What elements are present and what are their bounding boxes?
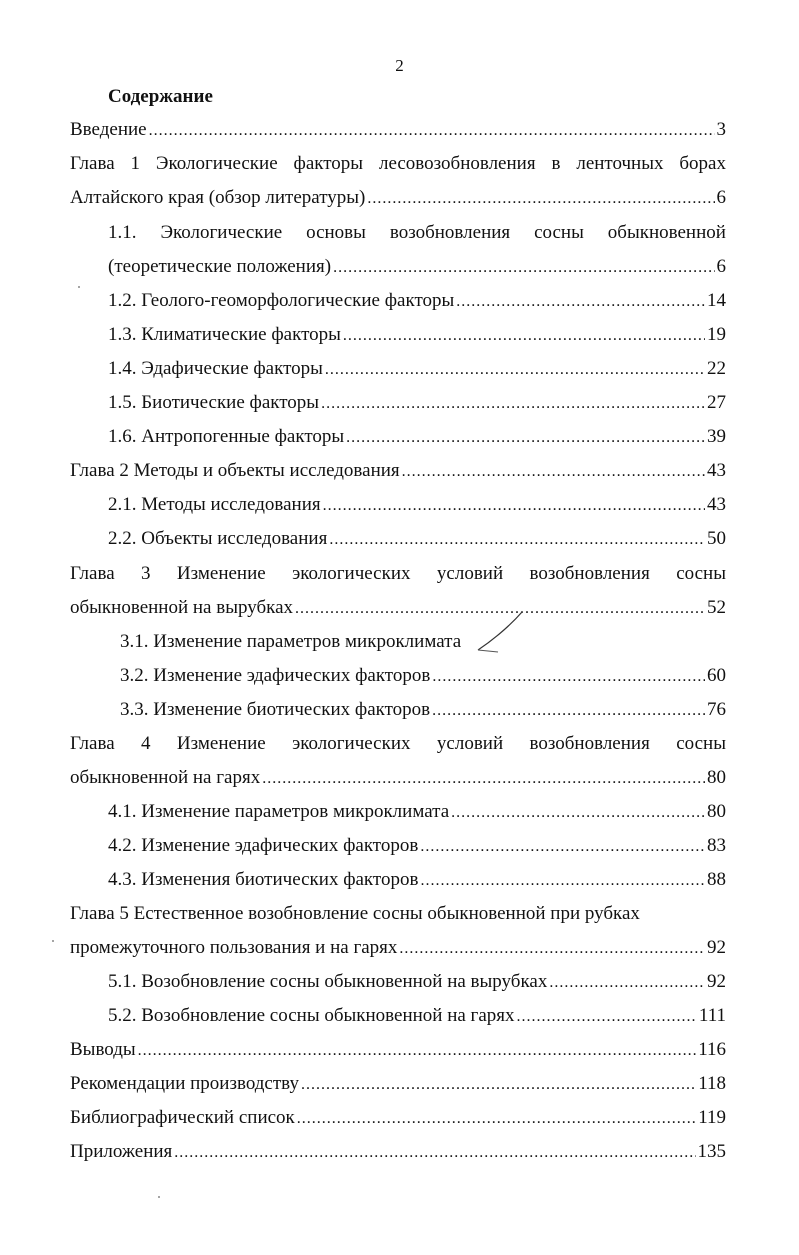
toc-word: обыкновенной <box>607 222 726 243</box>
toc-entry-page: 80 <box>707 767 726 788</box>
toc-leader-dots <box>451 801 705 825</box>
toc-entry-label: 2.1. Методы исследования <box>108 494 321 515</box>
toc-word: сосны <box>676 563 726 584</box>
toc-entry-page: 60 <box>707 665 726 686</box>
toc-entry-page: 52 <box>707 597 726 618</box>
toc-word: лесовозобновления <box>378 153 536 174</box>
toc-entry-1-2 <box>108 289 726 314</box>
toc-entry-page: 19 <box>707 324 726 345</box>
toc-entry-label: Введение <box>70 119 147 140</box>
toc-word: сосны <box>676 733 726 754</box>
toc-leader-dots <box>138 1039 697 1063</box>
toc-entry-conclusions <box>70 1038 726 1063</box>
toc-leader-dots <box>399 937 705 961</box>
toc-entry-label: 4.3. Изменения биотических факторов <box>108 869 419 890</box>
toc-leader-dots <box>432 665 705 689</box>
toc-leader-dots <box>174 1141 695 1165</box>
toc-entry-page: 43 <box>707 460 726 481</box>
toc-entry-page: 6 <box>716 187 726 208</box>
toc-entry-1-5 <box>108 391 726 416</box>
toc-entry-label: Приложения <box>70 1141 173 1162</box>
toc-entry-bibliography <box>70 1106 726 1131</box>
toc-entry-label: Рекомендации производству <box>70 1073 299 1094</box>
toc-entry-label: обыкновенной на вырубках <box>70 597 294 618</box>
toc-leader-dots <box>333 256 714 280</box>
toc-word: 1.1. <box>108 222 137 243</box>
toc-word: основы <box>306 222 366 243</box>
toc-word: экологических <box>292 563 411 584</box>
toc-entry-page: 116 <box>698 1039 726 1060</box>
toc-leader-dots <box>432 699 705 723</box>
toc-leader-dots <box>262 767 705 791</box>
toc-entry-4-2 <box>108 834 726 859</box>
toc-entry-label: 3.1. Изменение параметров микроклимата <box>120 631 462 652</box>
toc-leader-dots <box>325 358 705 382</box>
toc-entry-page: 14 <box>707 290 726 311</box>
toc-entry-page: 88 <box>707 869 726 890</box>
toc-leader-dots <box>323 494 705 518</box>
toc-word: Глава <box>70 733 115 754</box>
toc-entry-recommendations <box>70 1072 726 1097</box>
toc-entry-2-2 <box>108 527 726 552</box>
toc-entry-label: 3.3. Изменение биотических факторов <box>120 699 431 720</box>
toc-entry-chapter-1-line-2 <box>70 186 726 211</box>
toc-entry-label: Алтайского края (обзор литературы) <box>70 187 366 208</box>
toc-entry-chapter-3-line-2 <box>70 596 726 621</box>
toc-entry-3-2 <box>120 664 726 689</box>
toc-entry-page: 92 <box>707 971 726 992</box>
toc-leader-dots <box>420 835 705 859</box>
toc-entry-1-6 <box>108 425 726 450</box>
toc-word: Изменение <box>176 733 266 754</box>
toc-word: условий <box>436 563 504 584</box>
page-title: Содержание <box>108 86 213 107</box>
toc-entry-label: Глава 5 Естественное возобновление сосны обыкновенной при рубках <box>70 903 640 924</box>
toc-entry-chapter-5-line-1 <box>70 902 726 926</box>
toc-entry-page: 3 <box>716 119 726 140</box>
toc-word: сосны <box>534 222 584 243</box>
toc-entry-label: 1.5. Биотические факторы <box>108 392 320 413</box>
toc-entry-page: 111 <box>698 1005 726 1026</box>
toc-entry-page: 135 <box>697 1141 726 1162</box>
toc-leader-dots <box>297 1107 696 1131</box>
scan-speck <box>78 286 80 288</box>
scan-speck <box>52 940 54 942</box>
toc-word: условий <box>436 733 504 754</box>
toc-entry-label: 2.2. Объекты исследования <box>108 528 328 549</box>
toc-word: в <box>551 153 561 174</box>
toc-leader-dots <box>321 392 705 416</box>
toc-entry-page: 39 <box>707 426 726 447</box>
toc-entry-label: Выводы <box>70 1039 136 1060</box>
toc-entry-label: 1.2. Геолого-геоморфологические факторы <box>108 290 455 311</box>
page-number: 2 <box>395 56 404 75</box>
toc-entry-label: (теоретические положения) <box>108 256 332 277</box>
toc-leader-dots <box>549 971 705 995</box>
toc-word: борах <box>679 153 726 174</box>
toc-entry-page: 119 <box>698 1107 726 1128</box>
toc-entry-1-1-line-2 <box>108 255 726 280</box>
toc-leader-dots <box>301 1073 696 1097</box>
toc-leader-dots <box>346 426 705 450</box>
scan-speck <box>158 1196 160 1198</box>
toc-entry-page: 92 <box>707 937 726 958</box>
toc-entry-chapter-1-line-1 <box>70 152 726 176</box>
toc-entry-label: 1.4. Эдафические факторы <box>108 358 323 379</box>
toc-entry-3-3 <box>120 698 726 723</box>
toc-leader-dots <box>456 290 705 314</box>
toc-leader-dots <box>402 460 705 484</box>
toc-entry-label: 5.1. Возобновление сосны обыкновенной на вырубках <box>108 971 548 992</box>
toc-entry-label: 4.1. Изменение параметров микроклимата <box>108 801 450 822</box>
toc-entry-5-1 <box>108 970 726 995</box>
toc-entry-page: 6 <box>716 256 726 277</box>
toc-word: 3 <box>141 563 151 584</box>
toc-entry-4-1 <box>108 800 726 825</box>
toc-word: факторы <box>293 153 364 174</box>
toc-entry-appendices <box>70 1140 726 1165</box>
toc-word: Глава <box>70 153 115 174</box>
toc-entry-chapter-4-line-1 <box>70 732 726 756</box>
toc-entry-label: 1.3. Климатические факторы <box>108 324 341 345</box>
toc-entry-label: обыкновенной на гарях <box>70 767 261 788</box>
toc-word: 1 <box>130 153 141 174</box>
toc-entry-chapter-3-line-1 <box>70 562 726 586</box>
toc-word: Изменение <box>176 563 266 584</box>
toc-leader-dots <box>420 869 705 893</box>
toc-entry-5-2 <box>108 1004 726 1029</box>
toc-entry-page: 118 <box>698 1073 726 1094</box>
toc-word: Глава <box>70 563 115 584</box>
toc-entry-4-3 <box>108 868 726 893</box>
toc-word: возобновления <box>529 563 650 584</box>
toc-leader-dots <box>367 187 714 211</box>
toc-entry-label: 4.2. Изменение эдафических факторов <box>108 835 419 856</box>
toc-entry-intro <box>70 118 726 143</box>
toc-entry-page: 83 <box>707 835 726 856</box>
toc-entry-2-1 <box>108 493 726 518</box>
toc-leader-dots <box>517 1005 697 1029</box>
toc-leader-dots <box>149 119 715 143</box>
toc-word: ленточных <box>576 153 664 174</box>
toc-entry-label: 5.2. Возобновление сосны обыкновенной на гарях <box>108 1005 515 1026</box>
toc-entry-chapter-4-line-2 <box>70 766 726 791</box>
toc-word: Экологические <box>155 153 278 174</box>
pen-stroke-mark <box>470 608 530 658</box>
toc-word: возобновления <box>529 733 650 754</box>
toc-entry-label: Библиографический список <box>70 1107 295 1128</box>
toc-entry-page: 50 <box>707 528 726 549</box>
toc-entry-label: 1.6. Антропогенные факторы <box>108 426 345 447</box>
toc-leader-dots <box>329 528 705 552</box>
toc-leader-dots <box>343 324 705 348</box>
toc-entry-1-3 <box>108 323 726 348</box>
toc-entry-page: 43 <box>707 494 726 515</box>
toc-entry-chapter-5-line-2 <box>70 936 726 961</box>
toc-entry-chapter-2 <box>70 459 726 484</box>
toc-word: 4 <box>141 733 151 754</box>
toc-entry-label: Глава 2 Методы и объекты исследования <box>70 460 400 481</box>
toc-word: возобновления <box>389 222 511 243</box>
toc-entry-page: 76 <box>707 699 726 720</box>
toc-entry-3-1 <box>120 630 726 654</box>
toc-word: экологических <box>292 733 411 754</box>
toc-entry-1-4 <box>108 357 726 382</box>
toc-entry-label: промежуточного пользования и на гарях <box>70 937 398 958</box>
toc-entry-page: 27 <box>707 392 726 413</box>
toc-entry-1-1-line-1 <box>108 221 726 245</box>
toc-entry-label: 3.2. Изменение эдафических факторов <box>120 665 431 686</box>
toc-entry-page: 80 <box>707 801 726 822</box>
toc-entry-page: 22 <box>707 358 726 379</box>
toc-word: Экологические <box>160 222 283 243</box>
